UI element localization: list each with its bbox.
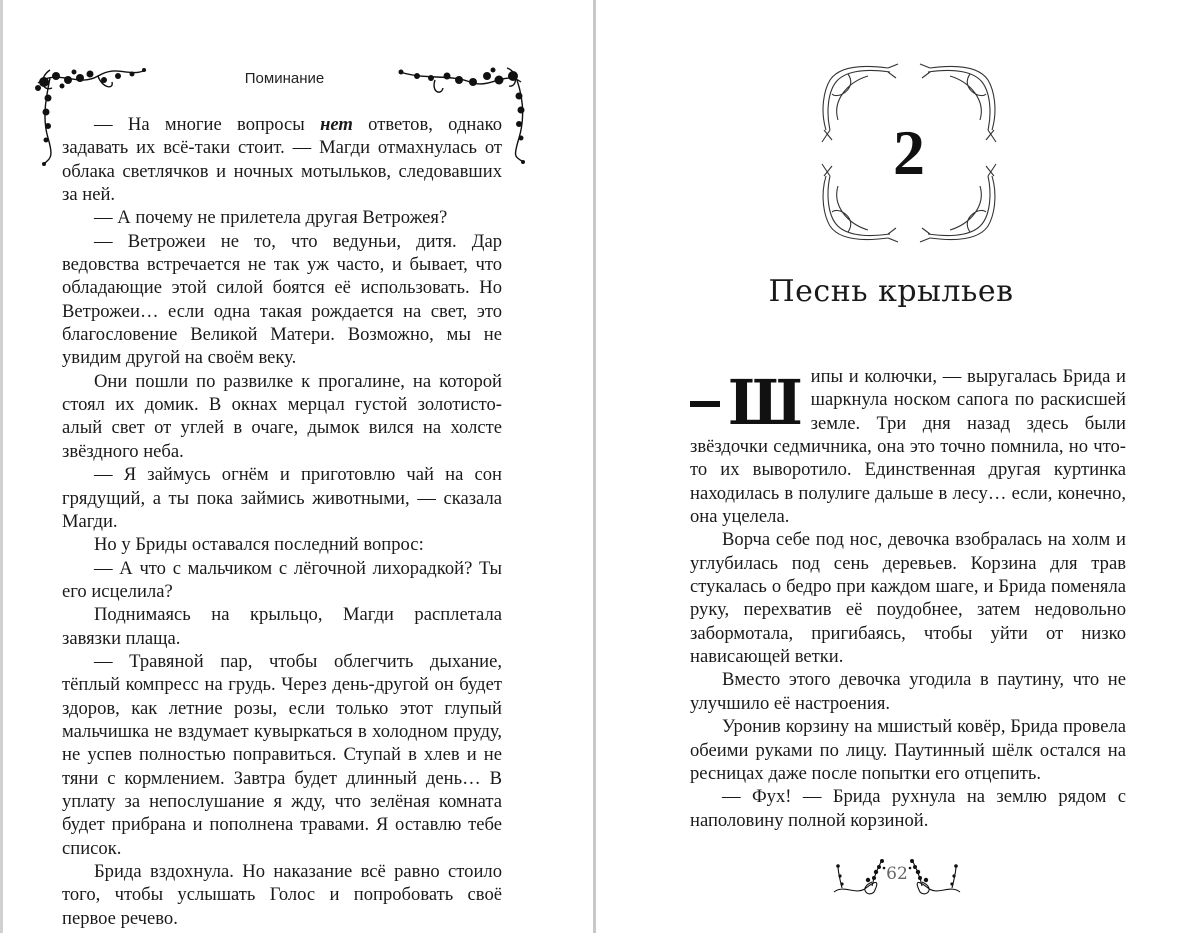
right-page-body <box>690 365 1126 832</box>
paragraph: — Фух! — Брида рухнула на землю рядом с наполовину полной корзиной. <box>690 786 1126 831</box>
chapter-number-frame <box>818 60 1000 246</box>
running-head: Поминание <box>244 70 325 87</box>
paragraph: Они пошли по развилке к прогалине, на которой стоял их домик. В окнах мерцал густой золотисто-алый свет от углей в очаге, дымок вился на холсте звёздного неба. <box>62 370 502 462</box>
drop-cap-block <box>690 366 805 439</box>
paragraph: Ворча себе под нос, девочка взобралась на холм и углубилась под сень деревьев. Корзина для трав стукалась о бедро при каждом шаге, и Брида поменяла руку, перехватив её поудобнее, затем недовольно забормотала, пригибаясь, чтобы уйти от низко нависающей ветки. <box>690 529 1126 668</box>
paragraph: — А что с мальчиком с лёгочной лихорадкой? Ты его исцелила? <box>62 557 502 602</box>
paragraph: — А почему не прилетела другая Ветрожея? <box>94 207 448 229</box>
paragraph: — Травяной пар, чтобы облегчить дыхание, тёплый компресс на грудь. Через день-другой он будет здоров, как летние розы, если только этот глупый мальчишка не вздумает кувыркаться в холодном пруду, не успев полностью поправиться. Ступай в хлев и не тяни с кормлением. Завтра будет длинный день… В уплату за непослушание я жду, что зелёная комната будет прибрана и пополнена травами. Я оставлю тебе список. <box>62 650 502 859</box>
chapter-number: 2 <box>893 117 925 188</box>
paragraph: — Ветрожеи не то, что ведуньи, дитя. Дар ведовства встречается не так уж часто, и бывает, что обладающие этой силой боятся её использовать. Но Ветрожеи… если одна такая рождается на свет, это благословение Великой Матери. Возможно, мы не увидим другой на своём веку. <box>62 230 502 369</box>
left-page-body <box>62 113 502 930</box>
page-number: 62 <box>886 864 908 884</box>
emphasized-word: нет <box>320 114 353 135</box>
paragraph: Поднимаясь на крыльцо, Магди расплетала завязки плаща. <box>62 604 502 649</box>
text-run: — На многие вопросы <box>94 114 321 135</box>
paragraph: Но у Бриды оставался последний вопрос: <box>94 534 424 556</box>
floral-flourish-right-icon <box>904 858 962 898</box>
text-run: ответов, однако задавать их всё-таки стоит. — Магди отмахнулась от облака светлячков и ночных мотыльков, следовавших за ней. <box>62 114 502 206</box>
page-number-footer <box>832 858 962 898</box>
paragraph: Брида вздохнула. Но наказание всё равно стоило того, чтобы услышать Голос и попробовать своё первое речево. <box>62 861 502 929</box>
right-page <box>596 0 1186 933</box>
paragraph: Уронив корзину на мшистый ковёр, Брида провела обеими руками по лицу. Паутинный шёлк остался на ресницах даже после попытки его отцепить. <box>690 716 1126 784</box>
text-run: ипы и колючки, — выругалась Брида и шаркнула носком сапога по раскисшей земле. Три дня назад здесь были звёздочки седмичника, она это точно помнила, но что-то их выворотило. Единственная другая куртинка находилась в полулиге дальше в лесу… если, конечно, она уцелела. <box>690 366 1126 528</box>
drop-cap: Ш <box>727 366 803 439</box>
dash-ornament <box>690 401 720 407</box>
chapter-title: Песнь крыльев <box>768 274 1014 309</box>
paragraph <box>690 365 1126 528</box>
paragraph: — Я займусь огнём и приготовлю чай на сон грядущий, а ты пока займись животными, — сказала Магди. <box>62 464 502 532</box>
paragraph: Вместо этого девочка угодила в паутину, что не улучшило её настроения. <box>690 669 1126 714</box>
paragraph <box>62 113 502 206</box>
